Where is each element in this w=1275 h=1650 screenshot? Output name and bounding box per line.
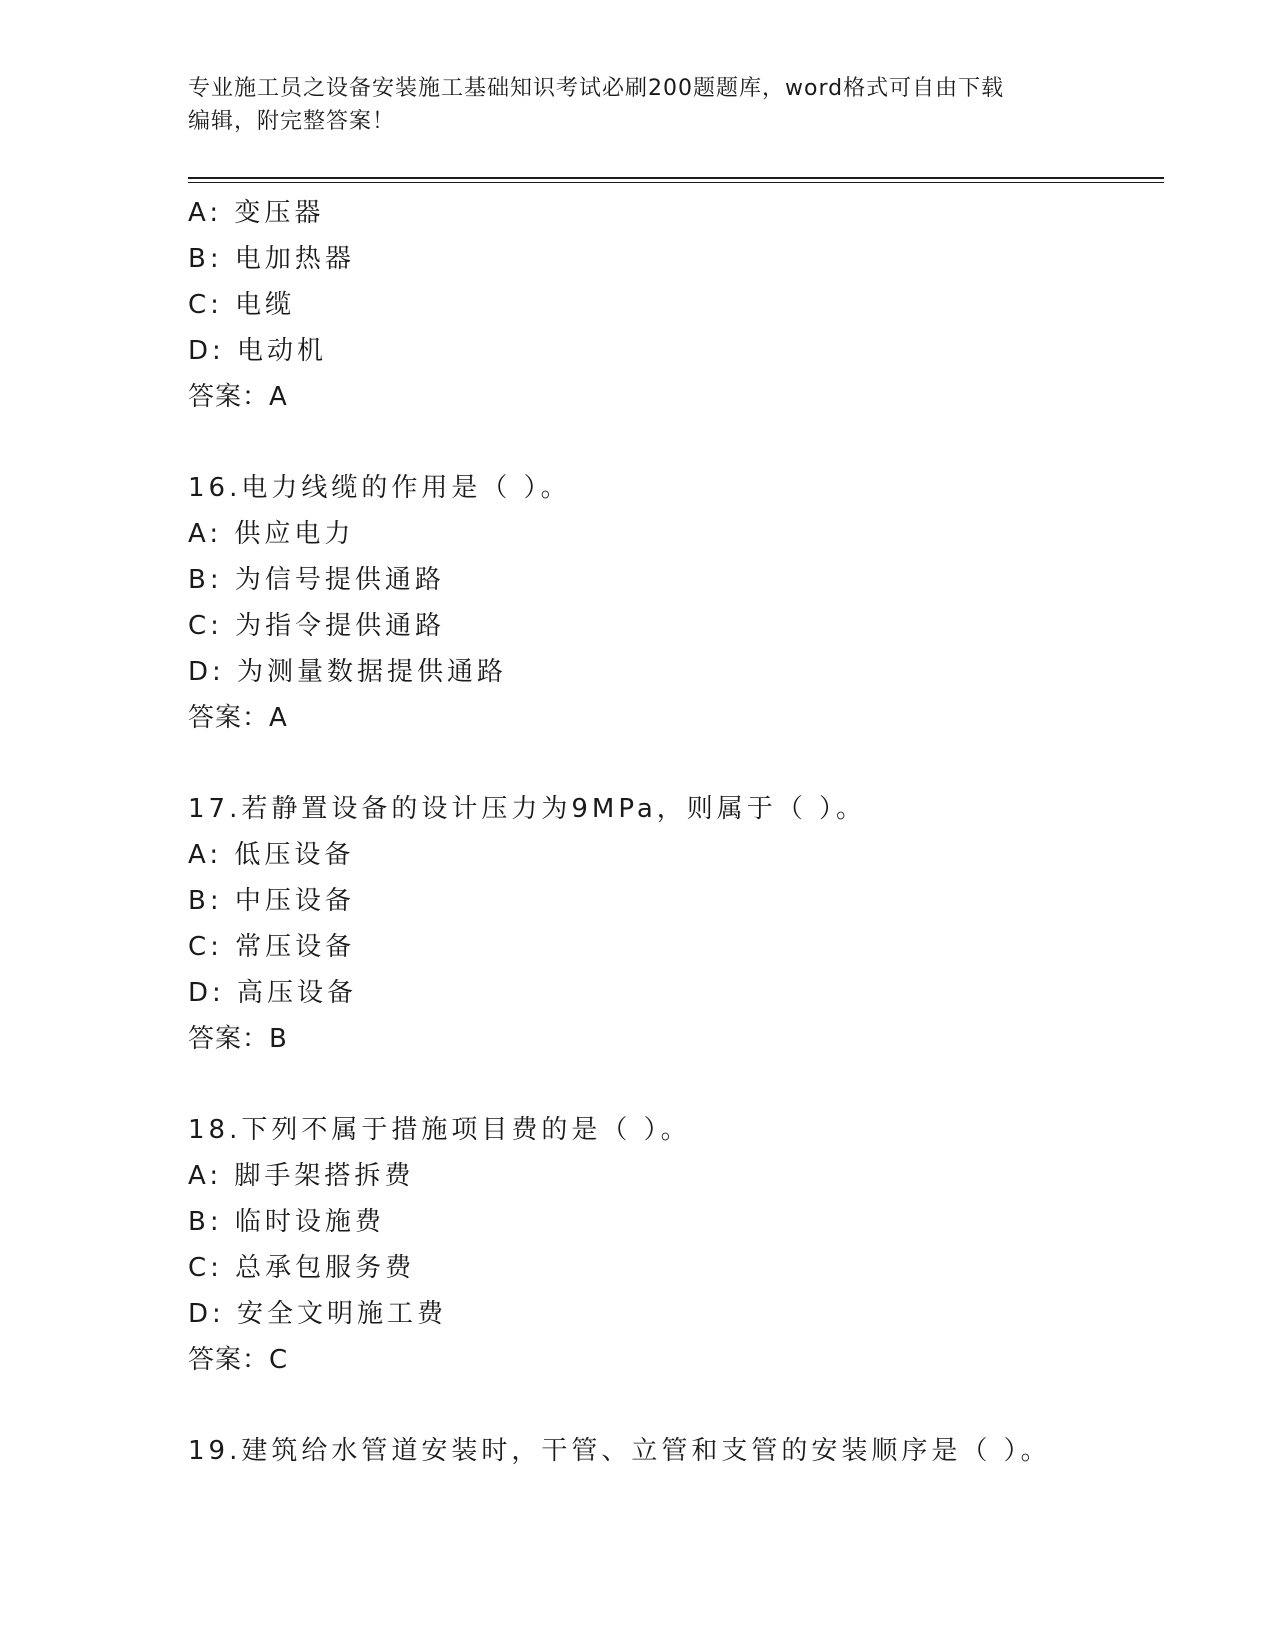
option-c: C: 总承包服务费 (188, 1253, 416, 1283)
question-block-19 (188, 1428, 1148, 1474)
option-a: A: 脚手架搭拆费 (188, 1161, 415, 1191)
option-d: D: 电动机 (188, 336, 328, 366)
answer-label: 答案：C (188, 1345, 289, 1375)
spacer (188, 420, 1148, 465)
option-b: B: 电加热器 (188, 244, 355, 274)
answer-label: 答案：B (188, 1024, 288, 1054)
question-text: 19.建筑给水管道安装时，干管、立管和支管的安装顺序是（ ）。 (188, 1436, 1051, 1466)
question-list (188, 190, 1148, 1474)
question-block-15 (188, 190, 1148, 420)
option-d: D: 安全文明施工费 (188, 1299, 448, 1329)
question-text: 18.下列不属于措施项目费的是（ ）。 (188, 1115, 691, 1145)
option-c: C: 电缆 (188, 290, 296, 320)
question-block-17 (188, 786, 1148, 1062)
header-line-1: 专业施工员之设备安装施工基础知识考试必刷200题题库，word格式可自由下载 (188, 76, 1005, 101)
option-b: B: 临时设施费 (188, 1207, 385, 1237)
answer-label: 答案：A (188, 382, 288, 412)
option-a: A: 低压设备 (188, 840, 355, 870)
question-block-16 (188, 465, 1148, 741)
answer-label: 答案：A (188, 703, 288, 733)
option-c: C: 为指令提供通路 (188, 611, 446, 641)
spacer (188, 1062, 1148, 1107)
question-text: 17.若静置设备的设计压力为9MPa，则属于（ ）。 (188, 794, 867, 824)
header-divider-thin (188, 182, 1164, 183)
header-divider-thick (188, 177, 1164, 179)
document-header (188, 72, 1088, 138)
option-b: B: 中压设备 (188, 886, 355, 916)
option-d: D: 为测量数据提供通路 (188, 657, 508, 687)
option-a: A: 供应电力 (188, 519, 355, 549)
option-b: B: 为信号提供通路 (188, 565, 445, 595)
option-c: C: 常压设备 (188, 932, 356, 962)
spacer (188, 1383, 1148, 1428)
option-a: A: 变压器 (188, 198, 325, 228)
spacer (188, 741, 1148, 786)
question-block-18 (188, 1107, 1148, 1383)
option-d: D: 高压设备 (188, 978, 358, 1008)
header-line-2: 编辑，附完整答案！ (188, 109, 396, 134)
question-text: 16.电力线缆的作用是（ ）。 (188, 473, 571, 503)
